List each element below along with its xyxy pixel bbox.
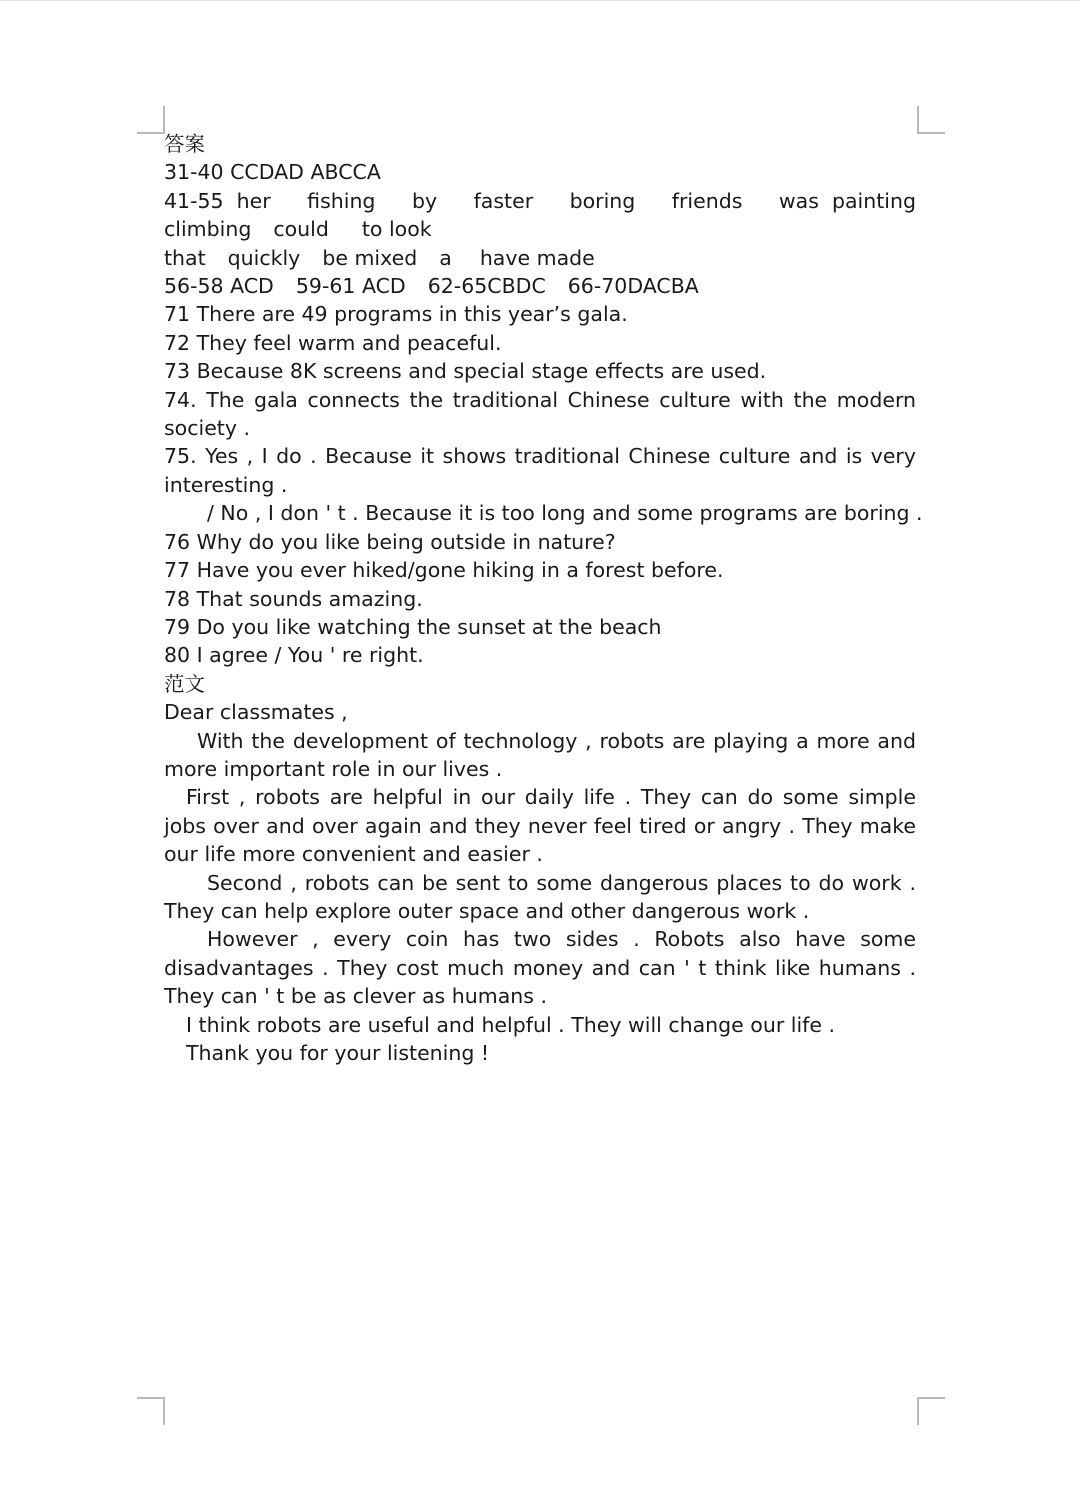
answer-56-70	[164, 272, 916, 300]
answer-41-55-line2	[164, 215, 916, 243]
page-corner-mark-top-left	[137, 106, 165, 134]
essay-paragraph-4: However , every coin has two sides . Robots also have some disadvantages . They cost much money and can ' t think like humans . They can ' t be as clever as humans .	[164, 927, 916, 1009]
answer-72: 72 They feel warm and peaceful.	[164, 330, 502, 355]
essay-paragraph-1: With the development of technology , robots are playing a more and more important role in our lives .	[164, 728, 916, 781]
answer-41-55-line3	[164, 244, 916, 272]
fill-word: fishing	[307, 188, 376, 213]
answer-80: 80 I agree / You ' re right.	[164, 643, 424, 668]
answer-78: 78 That sounds amazing.	[164, 586, 423, 611]
answer-31-40: 31-40 CCDAD ABCCA	[164, 160, 381, 185]
essay-paragraph-5: I think robots are useful and helpful . They will change our life .	[186, 1012, 836, 1037]
page-top-edge	[0, 0, 1080, 1]
fill-word: could	[273, 217, 329, 242]
fill-word: friends	[671, 188, 743, 213]
fill-word: to look	[361, 217, 432, 242]
essay-heading: 范文	[164, 671, 205, 696]
mc-group: 59-61 ACD	[295, 274, 406, 299]
fill-word: her	[236, 188, 271, 213]
answer-77: 77 Have you ever hiked/gone hiking in a forest before.	[164, 558, 724, 583]
answer-75-no: / No , I don ' t . Because it is too long and some programs are boring .	[207, 501, 923, 526]
fill-word: by	[411, 188, 438, 213]
essay-paragraph-3: Second , robots can be sent to some dangerous places to do work . They can help explore outer space and other dangerous work .	[164, 870, 916, 923]
answer-41-55-line1	[164, 187, 916, 215]
essay-closing: Thank you for your listening !	[186, 1041, 490, 1065]
fill-word: have made	[479, 245, 595, 270]
mc-group: 66-70DACBA	[567, 274, 699, 299]
answers-heading: 答案	[164, 132, 205, 156]
mc-group: 62-65CBDC	[427, 274, 546, 299]
fill-word: climbing	[164, 217, 252, 242]
fill-word: faster	[473, 188, 534, 213]
fill-word: a	[439, 245, 452, 270]
answer-76: 76 Why do you like being outside in nature?	[164, 529, 616, 554]
fill-word: boring	[569, 188, 636, 213]
fill-word: that	[164, 245, 206, 270]
page-corner-mark-bottom-left	[137, 1397, 165, 1425]
fill-word: quickly	[227, 245, 301, 270]
essay-paragraph-2: First , robots are helpful in our daily life . They can do some simple jobs over and over again and they never feel tired or angry . They make our life more convenient and easier .	[164, 785, 916, 867]
fill-word: be mixed	[322, 245, 418, 270]
answer-74: 74. The gala connects the traditional Chinese culture with the modern society .	[164, 387, 916, 441]
essay-greeting: Dear classmates ,	[164, 700, 348, 725]
fill-word: painting	[831, 188, 916, 213]
answer-73: 73 Because 8K screens and special stage effects are used.	[164, 359, 767, 384]
document-body	[164, 130, 923, 1067]
answer-79: 79 Do you like watching the sunset at the beach	[164, 614, 662, 639]
answer-41-55-label: 41-55	[164, 188, 224, 213]
fill-word: was	[778, 188, 819, 213]
page-corner-mark-bottom-right	[917, 1397, 945, 1425]
answer-75-yes: 75. Yes , I do . Because it shows traditional Chinese culture and is very interesting .	[164, 444, 916, 497]
answer-71: 71 There are 49 programs in this year’s gala.	[164, 302, 628, 327]
mc-group: 56-58 ACD	[164, 274, 274, 299]
page-corner-mark-top-right	[917, 106, 945, 134]
